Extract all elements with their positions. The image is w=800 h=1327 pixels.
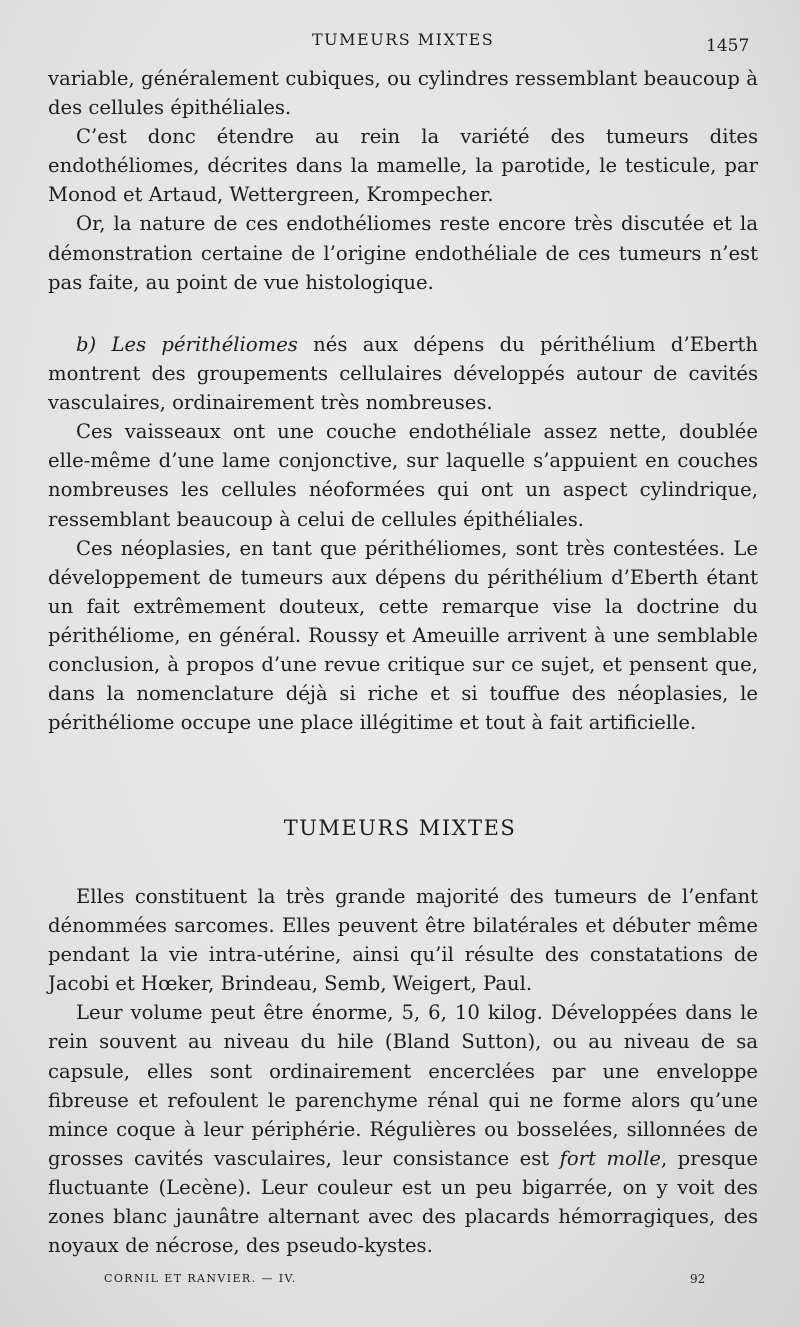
subsection-title: Les périthéliomes (111, 333, 298, 356)
section-heading: TUMEURS MIXTES (283, 816, 517, 840)
paragraph-text: , presque fluctuante (Lecène). Leur couleur est un peu bigarrée, on y voit des zones blanc jaunâtre alternant avec des placards hémorragiques, des noyaux de nécrose, des pseudo-kystes. (48, 1146, 759, 1258)
paragraph: Or, la nature de ces endothéliomes reste encore très discutée et la démonstration certaine de l’origine endothéliale de ces tumeurs n’est pas faite, au point de vue histologique. (48, 212, 758, 294)
paragraph-text: nés aux dépens du périthélium d’Eberth montrent des groupements cellulaires développés autour de cavités vasculaires, ordinairement très nombreuses. (48, 333, 758, 415)
paragraph-text: Leur volume peut être énorme, 5, 6, 10 kilog. Développées dans le rein souvent au niveau du hile (Bland Sutton), ou au niveau de sa capsule, elles sont ordinairement encerclées par une enveloppe fibreuse et refoulent le parenchyme rénal qui ne forme alors qu’une mince coque à leur périphérie. Régulières ou bosselées, sillonnées de grosses cavités vasculaires, leur consistance est (48, 1001, 758, 1170)
paragraph: Elles constituent la très grande majorité des tumeurs de l’enfant dénommées sarcomes. Elles peuvent être bilatérales et débuter même pendant la vie intra-utérine, ainsi qu’il résulte des constatations de Jacobi et Hœker, Brindeau, Semb, Weigert, Paul. (48, 885, 758, 996)
text-block-peritheliomes (48, 330, 758, 737)
paragraph (48, 330, 758, 417)
paragraph: C’est donc étendre au rein la variété des tumeurs dites endothéliomes, décrites dans la mamelle, la parotide, le testicule, par Monod et Artaud, Wettergreen, Krompecher. (48, 125, 758, 207)
footer-sheet-number: 92 (690, 1272, 706, 1286)
paragraph: Ces vaisseaux ont une couche endothéliale assez nette, doublée elle-même d’une lame conjonctive, sur laquelle s’appuient en couches nombreuses les cellules néoformées qui ont un aspect cylindrique, ressemblant beaucoup à celui de cellules épithéliales. (48, 420, 758, 531)
footer-signature: CORNIL ET RANVIER. — IV. (104, 1272, 297, 1285)
page-number: 1457 (706, 36, 750, 56)
text-block-tumeurs-mixtes (48, 882, 758, 1260)
running-title: TUMEURS MIXTES (312, 30, 495, 49)
subsection-letter: b) (76, 333, 97, 356)
italic-term: fort molle (559, 1146, 661, 1170)
paragraph: variable, généralement cubiques, ou cylindres ressemblant beaucoup à des cellules épithéliales. (48, 67, 758, 120)
paragraph: Ces néoplasies, en tant que périthéliomes, sont très contestées. Le développement de tumeurs aux dépens du périthélium d’Eberth étant un fait extrêmement douteux, cette remarque vise la doctrine du périthéliome, en général. Roussy et Ameuille arrivent à une semblable conclusion, à propos d’une revue critique sur ce sujet, et pensent que, dans la nomenclature déjà si riche et si touffue des néoplasies, le périthéliome occupe une place illégitime et tout à fait artificielle. (48, 536, 758, 735)
text-block-endotheliomes (48, 64, 758, 297)
paragraph (48, 998, 758, 1260)
